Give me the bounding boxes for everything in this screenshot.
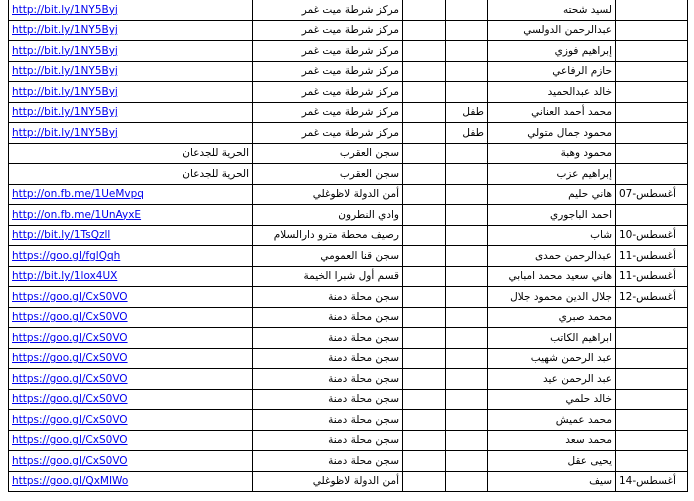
detention-place-cell: سجن محلة دمنة [253,348,403,369]
note-cell [446,143,488,164]
table-row [9,389,688,410]
table-row [9,20,688,41]
note-cell: طفل [446,102,488,123]
table-row [9,102,688,123]
table-row [9,328,688,349]
empty-cell [403,266,446,287]
empty-cell [403,348,446,369]
link-cell[interactable] [9,123,253,144]
source-link[interactable]: http://bit.ly/1NY5Byj [12,106,118,119]
note-cell [446,225,488,246]
empty-cell [403,430,446,451]
table-row [9,266,688,287]
date-cell: أغسطس-10 [616,225,688,246]
date-cell: أغسطس-07 [616,184,688,205]
source-link[interactable]: https://goo.gl/CxS0VO [12,352,128,365]
detention-place-cell: مركز شرطة ميت غمر [253,41,403,62]
date-cell [616,41,688,62]
name-cell: عبدالرحمن الدولسي [488,20,616,41]
empty-cell [403,369,446,390]
name-cell: يحيى عقل [488,451,616,472]
name-cell: خالد حلمي [488,389,616,410]
name-cell: هاني سعيد محمد امبابي [488,266,616,287]
table-row [9,0,688,20]
date-cell: أغسطس-11 [616,266,688,287]
table-row [9,123,688,144]
date-cell [616,123,688,144]
empty-cell [403,451,446,472]
link-cell[interactable] [9,430,253,451]
source-link[interactable]: https://goo.gl/CxS0VO [12,393,128,406]
detention-place-cell: وادي النطرون [253,205,403,226]
date-cell [616,410,688,431]
detention-place-cell: سجن العقرب [253,164,403,185]
empty-cell [403,225,446,246]
link-cell[interactable] [9,82,253,103]
detention-place-cell: سجن محلة دمنة [253,451,403,472]
link-cell: الحرية للجدعان [9,143,253,164]
name-cell: عبد الرحمن شهيب [488,348,616,369]
link-cell[interactable] [9,225,253,246]
note-cell [446,328,488,349]
source-link[interactable]: http://on.fb.me/1UeMvpq [12,188,144,201]
table-row [9,41,688,62]
table-row [9,184,688,205]
table-row [9,246,688,267]
link-cell[interactable] [9,61,253,82]
detention-place-cell: رصيف محطة مترو دارالسلام [253,225,403,246]
name-cell: محمد صبري [488,307,616,328]
date-cell [616,369,688,390]
empty-cell [403,287,446,308]
source-link[interactable]: https://goo.gl/CxS0VO [12,331,128,344]
detention-place-cell: مركز شرطة ميت غمر [253,82,403,103]
name-cell: حازم الرفاعي [488,61,616,82]
detainees-table [8,0,688,492]
detention-place-cell: سجن محلة دمنة [253,328,403,349]
note-cell [446,369,488,390]
note-cell [446,471,488,492]
note-cell [446,246,488,267]
table-body [9,0,688,492]
note-cell [446,389,488,410]
empty-cell [403,184,446,205]
name-cell: محمد سعد [488,430,616,451]
name-cell: شاب [488,225,616,246]
table-row [9,451,688,472]
empty-cell [403,102,446,123]
note-cell [446,266,488,287]
table-row [9,143,688,164]
name-cell: سيف [488,471,616,492]
detention-place-cell: مركز شرطة ميت غمر [253,123,403,144]
source-link[interactable]: http://bit.ly/1lox4UX [12,270,118,283]
detention-place-cell: أمن الدولة لاظوغلي [253,471,403,492]
table-row [9,307,688,328]
source-link[interactable]: https://goo.gl/CxS0VO [12,454,128,467]
detention-place-cell: مركز شرطة ميت غمر [253,102,403,123]
table-row [9,430,688,451]
empty-cell [403,41,446,62]
link-cell[interactable] [9,20,253,41]
date-cell [616,0,688,20]
source-link[interactable]: https://goo.gl/CxS0VO [12,311,128,324]
empty-cell [403,143,446,164]
note-cell [446,82,488,103]
date-cell [616,307,688,328]
source-link[interactable]: http://bit.ly/1NY5Byj [12,24,118,37]
table-row [9,369,688,390]
name-cell: محمود وهبة [488,143,616,164]
link-cell[interactable] [9,410,253,431]
source-link[interactable]: https://goo.gl/CxS0VO [12,290,128,303]
link-cell[interactable] [9,451,253,472]
note-cell [446,307,488,328]
link-cell[interactable] [9,266,253,287]
date-cell: أغسطس-11 [616,246,688,267]
note-cell [446,20,488,41]
table-row [9,164,688,185]
source-link[interactable]: http://on.fb.me/1UnAyxE [12,208,142,221]
link-cell[interactable] [9,369,253,390]
date-cell [616,164,688,185]
date-cell [616,328,688,349]
source-link[interactable]: http://bit.ly/1NY5Byj [12,126,118,139]
detention-place-cell: مركز شرطة ميت غمر [253,0,403,20]
name-cell: احمد الباجوري [488,205,616,226]
date-cell [616,61,688,82]
table-row [9,225,688,246]
source-link[interactable]: http://bit.ly/1NY5Byj [12,3,118,16]
name-cell: ابراهيم الكاتب [488,328,616,349]
detention-place-cell: سجن قنا العمومي [253,246,403,267]
source-link[interactable]: http://bit.ly/1TsQzll [12,229,111,242]
source-link[interactable]: http://bit.ly/1NY5Byj [12,65,118,78]
name-cell: محمد أحمد العناني [488,102,616,123]
detention-place-cell: أمن الدولة لاظوغلي [253,184,403,205]
date-cell [616,205,688,226]
table-row [9,61,688,82]
detention-place-cell: سجن محلة دمنة [253,389,403,410]
date-cell [616,82,688,103]
name-cell: خالد عبدالحميد [488,82,616,103]
source-link[interactable]: https://goo.gl/fglQqh [12,249,121,262]
link-cell[interactable] [9,102,253,123]
note-cell [446,287,488,308]
note-cell [446,430,488,451]
detention-place-cell: مركز شرطة ميت غمر [253,20,403,41]
link-cell[interactable] [9,184,253,205]
note-cell [446,0,488,20]
date-cell [616,143,688,164]
link-cell[interactable] [9,307,253,328]
empty-cell [403,123,446,144]
empty-cell [403,0,446,20]
detention-place-cell: سجن محلة دمنة [253,369,403,390]
link-cell[interactable] [9,287,253,308]
note-cell [446,184,488,205]
note-cell [446,164,488,185]
name-cell: جلال الدين محمود جلال [488,287,616,308]
source-link[interactable]: https://goo.gl/CxS0VO [12,434,128,447]
note-cell [446,451,488,472]
table-row [9,205,688,226]
detention-place-cell: سجن محلة دمنة [253,287,403,308]
empty-cell [403,328,446,349]
note-cell: طفل [446,123,488,144]
date-cell [616,451,688,472]
table-row [9,287,688,308]
detention-place-cell: سجن العقرب [253,143,403,164]
source-link[interactable]: https://goo.gl/CxS0VO [12,413,128,426]
table-row [9,410,688,431]
source-link[interactable]: http://bit.ly/1NY5Byj [12,44,118,57]
date-cell [616,348,688,369]
date-cell [616,20,688,41]
detention-place-cell: قسم أول شبرا الخيمة [253,266,403,287]
date-cell: أغسطس-14 [616,471,688,492]
link-cell[interactable] [9,389,253,410]
link-cell[interactable] [9,205,253,226]
name-cell: لسيد شحته [488,0,616,20]
detention-place-cell: سجن محلة دمنة [253,410,403,431]
empty-cell [403,471,446,492]
empty-cell [403,410,446,431]
link-cell[interactable] [9,246,253,267]
note-cell [446,348,488,369]
link-cell[interactable] [9,328,253,349]
source-link[interactable]: http://bit.ly/1NY5Byj [12,85,118,98]
name-cell: محمود جمال متولي [488,123,616,144]
table-row [9,471,688,492]
empty-cell [403,61,446,82]
date-cell [616,389,688,410]
table-row [9,82,688,103]
empty-cell [403,82,446,103]
name-cell: عبدالرحمن حمدى [488,246,616,267]
link-cell[interactable] [9,348,253,369]
empty-cell [403,20,446,41]
link-cell[interactable] [9,0,253,20]
note-cell [446,41,488,62]
empty-cell [403,164,446,185]
note-cell [446,205,488,226]
table-row [9,348,688,369]
link-cell[interactable] [9,471,253,492]
source-link[interactable]: https://goo.gl/CxS0VO [12,372,128,385]
empty-cell [403,307,446,328]
date-cell [616,430,688,451]
detention-place-cell: سجن محلة دمنة [253,307,403,328]
empty-cell [403,389,446,410]
name-cell: إبراهيم فوزي [488,41,616,62]
note-cell [446,61,488,82]
date-cell [616,102,688,123]
name-cell: هاني حليم [488,184,616,205]
link-cell[interactable] [9,41,253,62]
empty-cell [403,246,446,267]
empty-cell [403,205,446,226]
detention-place-cell: سجن محلة دمنة [253,430,403,451]
source-link[interactable]: https://goo.gl/QxMIWo [12,475,129,488]
name-cell: محمد عميش [488,410,616,431]
date-cell: أغسطس-12 [616,287,688,308]
link-cell: الحرية للجدعان [9,164,253,185]
name-cell: إبراهيم عزب [488,164,616,185]
detention-place-cell: مركز شرطة ميت غمر [253,61,403,82]
note-cell [446,410,488,431]
name-cell: عبد الرحمن عيد [488,369,616,390]
